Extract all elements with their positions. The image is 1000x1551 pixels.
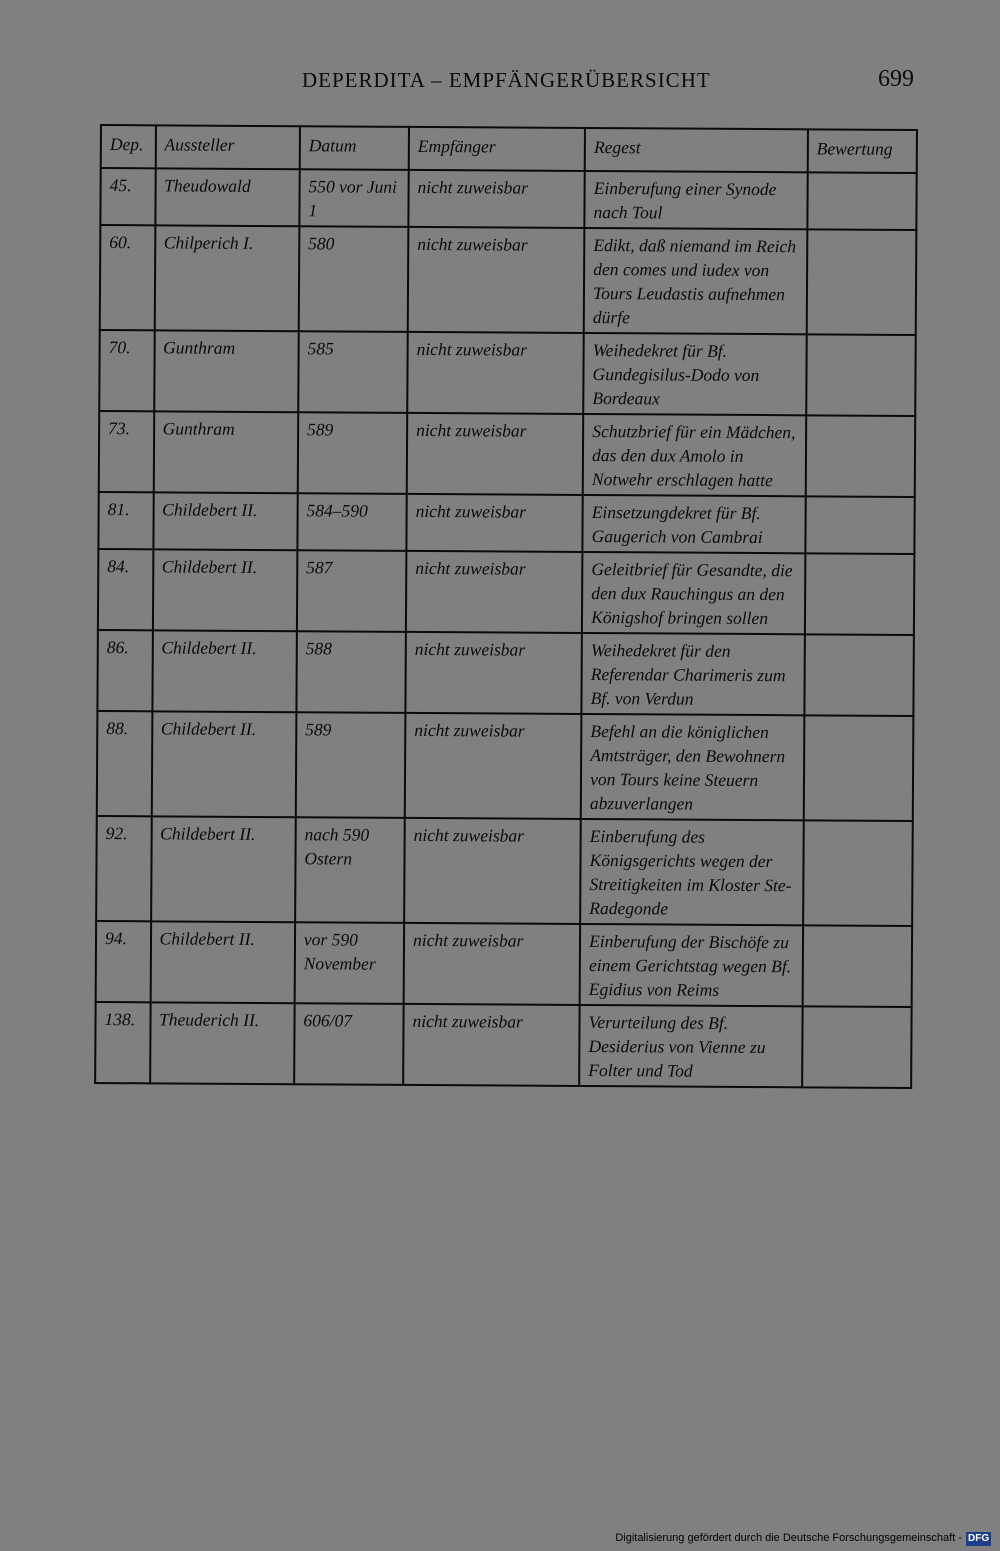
cell-dep: 94. <box>96 921 151 1002</box>
cell-bewertung <box>805 553 915 635</box>
table-row <box>95 1002 911 1088</box>
cell-regest: Einberufung des Königsgerichts wegen der Streitigkeiten im Kloster Ste-Radegonde <box>580 819 803 925</box>
cell-dep: 81. <box>98 492 153 549</box>
cell-datum: 580 <box>299 226 409 332</box>
cell-bewertung <box>805 496 914 554</box>
cell-bewertung <box>802 925 912 1007</box>
cell-bewertung <box>802 1006 912 1088</box>
cell-datum: vor 590 November <box>295 922 405 1004</box>
table-row <box>99 411 915 497</box>
cell-regest: Einberufung einer Synode nach Toul <box>584 171 807 229</box>
cell-aussteller: Gunthram <box>154 330 299 412</box>
table-row <box>97 630 913 716</box>
cell-empfaenger: nicht zuweisbar <box>408 227 585 333</box>
cell-aussteller: Childebert II. <box>150 921 295 1003</box>
table-row <box>100 225 917 335</box>
cell-regest: Edikt, daß niemand im Reich den comes und iudex von Tours Leudastis aufnehmen dürfe <box>584 228 807 334</box>
page-number: 699 <box>878 66 914 92</box>
cell-regest: Einsetzungdekret für Bf. Gaugerich von Cambrai <box>583 495 806 553</box>
deperdita-table <box>94 124 918 1089</box>
column-header-datum: Datum <box>300 126 409 170</box>
dfg-logo: DFG <box>968 1533 990 1544</box>
cell-bewertung <box>807 229 917 335</box>
cell-datum: 588 <box>296 631 406 713</box>
table-row <box>100 168 916 230</box>
cell-aussteller: Theuderich II. <box>150 1002 295 1084</box>
cell-dep: 60. <box>100 225 155 330</box>
cell-empfaenger: nicht zuweisbar <box>406 494 582 552</box>
cell-regest: Verurteilung des Bf. Desiderius von Vienne zu Folter und Tod <box>579 1005 802 1087</box>
digitization-credit: Digitalisierung gefördert durch die Deutsche Forschungsgemeinschaft - <box>615 1532 962 1544</box>
cell-empfaenger: nicht zuweisbar <box>407 413 584 495</box>
cell-bewertung <box>803 820 913 926</box>
cell-aussteller: Childebert II. <box>151 816 296 922</box>
cell-regest: Weihedekret für den Referendar Charimeris zum Bf. von Verdun <box>582 633 805 715</box>
table-row <box>97 711 914 821</box>
column-header-empfaenger: Empfänger <box>409 127 585 171</box>
table-row <box>99 330 915 416</box>
cell-datum: 587 <box>297 550 407 632</box>
column-header-dep: Dep. <box>101 125 156 168</box>
table-header-row <box>101 125 917 173</box>
table-row <box>98 492 914 554</box>
cell-regest: Befehl an die königlichen Amtsträger, den Bewohnern von Tours keine Steuern abzuverlangen <box>581 714 804 820</box>
cell-regest: Einberufung der Bischöfe zu einem Gerichtstag wegen Bf. Egidius von Reims <box>580 924 803 1006</box>
table-row <box>96 921 912 1007</box>
cell-empfaenger: nicht zuweisbar <box>407 332 584 414</box>
cell-datum: 584–590 <box>297 493 406 551</box>
cell-aussteller: Childebert II. <box>151 711 296 817</box>
cell-aussteller: Theudowald <box>155 168 300 226</box>
running-head: DEPERDITA – EMPFÄNGERÜBERSICHT <box>302 68 711 92</box>
table-row <box>96 816 913 926</box>
cell-dep: 84. <box>98 549 153 630</box>
cell-aussteller: Childebert II. <box>152 549 297 631</box>
column-header-bewertung: Bewertung <box>808 129 917 173</box>
cell-datum: 606/07 <box>294 1003 404 1085</box>
cell-dep: 45. <box>100 168 155 225</box>
cell-aussteller: Chilperich I. <box>154 225 299 331</box>
cell-datum: 589 <box>296 712 406 818</box>
cell-bewertung <box>804 634 914 716</box>
cell-dep: 92. <box>96 816 151 921</box>
cell-datum: 589 <box>298 412 408 494</box>
cell-bewertung <box>806 415 916 497</box>
cell-empfaenger: nicht zuweisbar <box>403 1004 580 1086</box>
cell-regest: Weihedekret für Bf. Gundegisilus-Dodo von Bordeaux <box>583 333 806 415</box>
cell-empfaenger: nicht zuweisbar <box>405 713 582 819</box>
cell-empfaenger: nicht zuweisbar <box>408 170 584 228</box>
cell-dep: 86. <box>97 630 152 711</box>
cell-aussteller: Childebert II. <box>152 630 297 712</box>
column-header-aussteller: Aussteller <box>155 125 300 169</box>
cell-dep: 88. <box>97 711 152 816</box>
cell-bewertung <box>806 334 916 416</box>
cell-dep: 73. <box>99 411 154 492</box>
cell-datum: 585 <box>298 331 408 413</box>
cell-dep: 138. <box>95 1002 150 1083</box>
table-row <box>98 549 914 635</box>
cell-empfaenger: nicht zuweisbar <box>404 818 581 924</box>
cell-datum: nach 590 Ostern <box>295 817 405 923</box>
column-header-regest: Regest <box>585 128 808 172</box>
cell-dep: 70. <box>99 330 154 411</box>
cell-regest: Schutzbrief für ein Mädchen, das den dux Amolo in Notwehr erschlagen hatte <box>583 414 806 496</box>
cell-aussteller: Childebert II. <box>153 492 298 550</box>
cell-bewertung <box>804 715 914 821</box>
cell-empfaenger: nicht zuweisbar <box>405 632 582 714</box>
cell-datum: 550 vor Juni 1 <box>299 169 408 227</box>
cell-bewertung <box>807 172 916 230</box>
cell-empfaenger: nicht zuweisbar <box>404 923 581 1005</box>
cell-regest: Geleitbrief für Gesandte, die den dux Rauchingus an den Königshof bringen sollen <box>582 552 805 634</box>
cell-aussteller: Gunthram <box>153 411 298 493</box>
cell-empfaenger: nicht zuweisbar <box>406 551 583 633</box>
